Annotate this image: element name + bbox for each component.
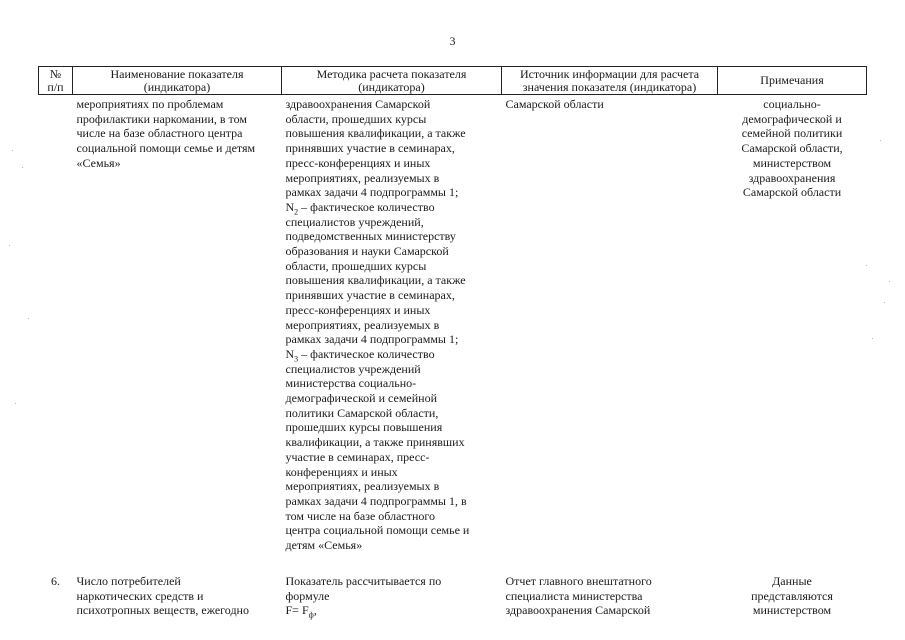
- table-header-row: [39, 67, 867, 95]
- text-line: участие в семинарах, пресс-: [285, 449, 430, 464]
- text-line: политики Самарской области,: [285, 405, 439, 420]
- text-line: Число потребителей: [76, 573, 181, 588]
- cell-name: [73, 95, 282, 570]
- text-line: квалификации, а также принявших: [285, 435, 465, 450]
- cell-source: [502, 570, 718, 618]
- text-line: прошедших курсы повышения: [285, 420, 443, 435]
- text-line: образования и науки Самарской: [285, 244, 449, 259]
- text-line: социальной помощи семье и детям: [76, 141, 256, 156]
- text-line: $N_2$ – фактическое количество: [285, 199, 435, 217]
- text-line: том числе на базе областного: [285, 508, 436, 523]
- text-line: принявших участие в семинарах,: [285, 141, 455, 156]
- cell-method: [282, 95, 502, 570]
- cell-num: 6.: [51, 573, 60, 588]
- text-line: специалиста министерства: [505, 588, 643, 603]
- text-line: представляются: [751, 588, 833, 603]
- text-line: принявших участие в семинарах,: [285, 288, 455, 303]
- text-line: здравоохранения: [748, 170, 836, 185]
- text-line: Самарской области: [505, 97, 604, 111]
- header-notes: Примечания: [718, 67, 867, 95]
- text-line: специалистов учреждений,: [285, 214, 424, 229]
- text-line: центра социальной помощи семье и: [285, 523, 470, 538]
- header-source: Источник информации для расчета значения показателя (индикатора): [502, 67, 718, 95]
- indicator-table: [38, 66, 867, 618]
- table-row-6: [39, 570, 867, 618]
- cell-name: [73, 570, 282, 618]
- text-line: демографической и: [742, 111, 842, 126]
- cell-method: [282, 570, 502, 618]
- text-line: рамках задачи 4 подпрограммы 1;: [285, 332, 459, 347]
- text-line: социально-: [763, 97, 821, 111]
- text-line: здравоохранения Самарской: [505, 603, 651, 618]
- text-line: мероприятиях, реализуемых в: [285, 317, 440, 332]
- cell-notes: [718, 570, 867, 618]
- cell-source: [502, 95, 718, 570]
- text-line: здравоохранения Самарской: [285, 97, 431, 111]
- header-name: Наименование показателя (индикатора): [73, 67, 282, 95]
- cell-num: [39, 95, 73, 570]
- header-method: Методика расчета показателя (индикатора): [282, 67, 502, 95]
- text-line: «Семья»: [76, 155, 121, 170]
- text-line: области, прошедших курсы: [285, 111, 427, 126]
- text-line: мероприятиях по проблемам: [76, 97, 224, 111]
- text-line: пресс-конференциях и иных: [285, 155, 431, 170]
- text-line: конференциях и иных: [285, 464, 398, 479]
- header-num: № п/п: [39, 67, 73, 95]
- text-line: повышения квалификации, а также: [285, 273, 466, 288]
- page-number: 3: [449, 34, 456, 48]
- text-line: пресс-конференциях и иных: [285, 302, 431, 317]
- cell-notes: [718, 95, 867, 570]
- text-line: $N_3$ – фактическое количество: [285, 346, 435, 364]
- table-row-continued: [39, 95, 867, 570]
- text-line: профилактики наркомании, в том: [76, 111, 247, 126]
- text-line: мероприятиях, реализуемых в: [285, 170, 440, 185]
- text-line: Данные: [772, 573, 812, 588]
- text-line: области, прошедших курсы: [285, 258, 427, 273]
- text-line: специалистов учреждений: [285, 361, 421, 376]
- text-line: формуле: [285, 588, 330, 603]
- text-line: Показатель рассчитывается по: [285, 573, 442, 588]
- text-line: наркотических средств и: [76, 588, 204, 603]
- text-line: министерством: [752, 603, 832, 618]
- text-line: министерством: [752, 155, 832, 170]
- text-line: повышения квалификации, а также: [285, 126, 466, 141]
- text-line: Самарской области,: [741, 141, 843, 156]
- text-line: подведомственных министерству: [285, 229, 456, 244]
- text-line: семейной политики: [741, 126, 843, 141]
- text-line: психотропных веществ, ежегодно: [76, 603, 249, 618]
- text-line: Отчет главного внештатного: [505, 573, 652, 588]
- text-line: министерства социально-: [285, 376, 417, 391]
- text-line: $F= F_ф$,: [285, 603, 317, 620]
- text-line: Самарской области: [742, 185, 842, 200]
- text-line: мероприятиях, реализуемых в: [285, 479, 440, 494]
- text-line: детям «Семья»: [285, 538, 363, 553]
- text-line: демографической и семейной: [285, 391, 438, 406]
- text-line: рамках задачи 4 подпрограммы 1;: [285, 185, 459, 200]
- text-line: числе на базе областного центра: [76, 126, 243, 141]
- text-line: рамках задачи 4 подпрограммы 1, в: [285, 493, 467, 508]
